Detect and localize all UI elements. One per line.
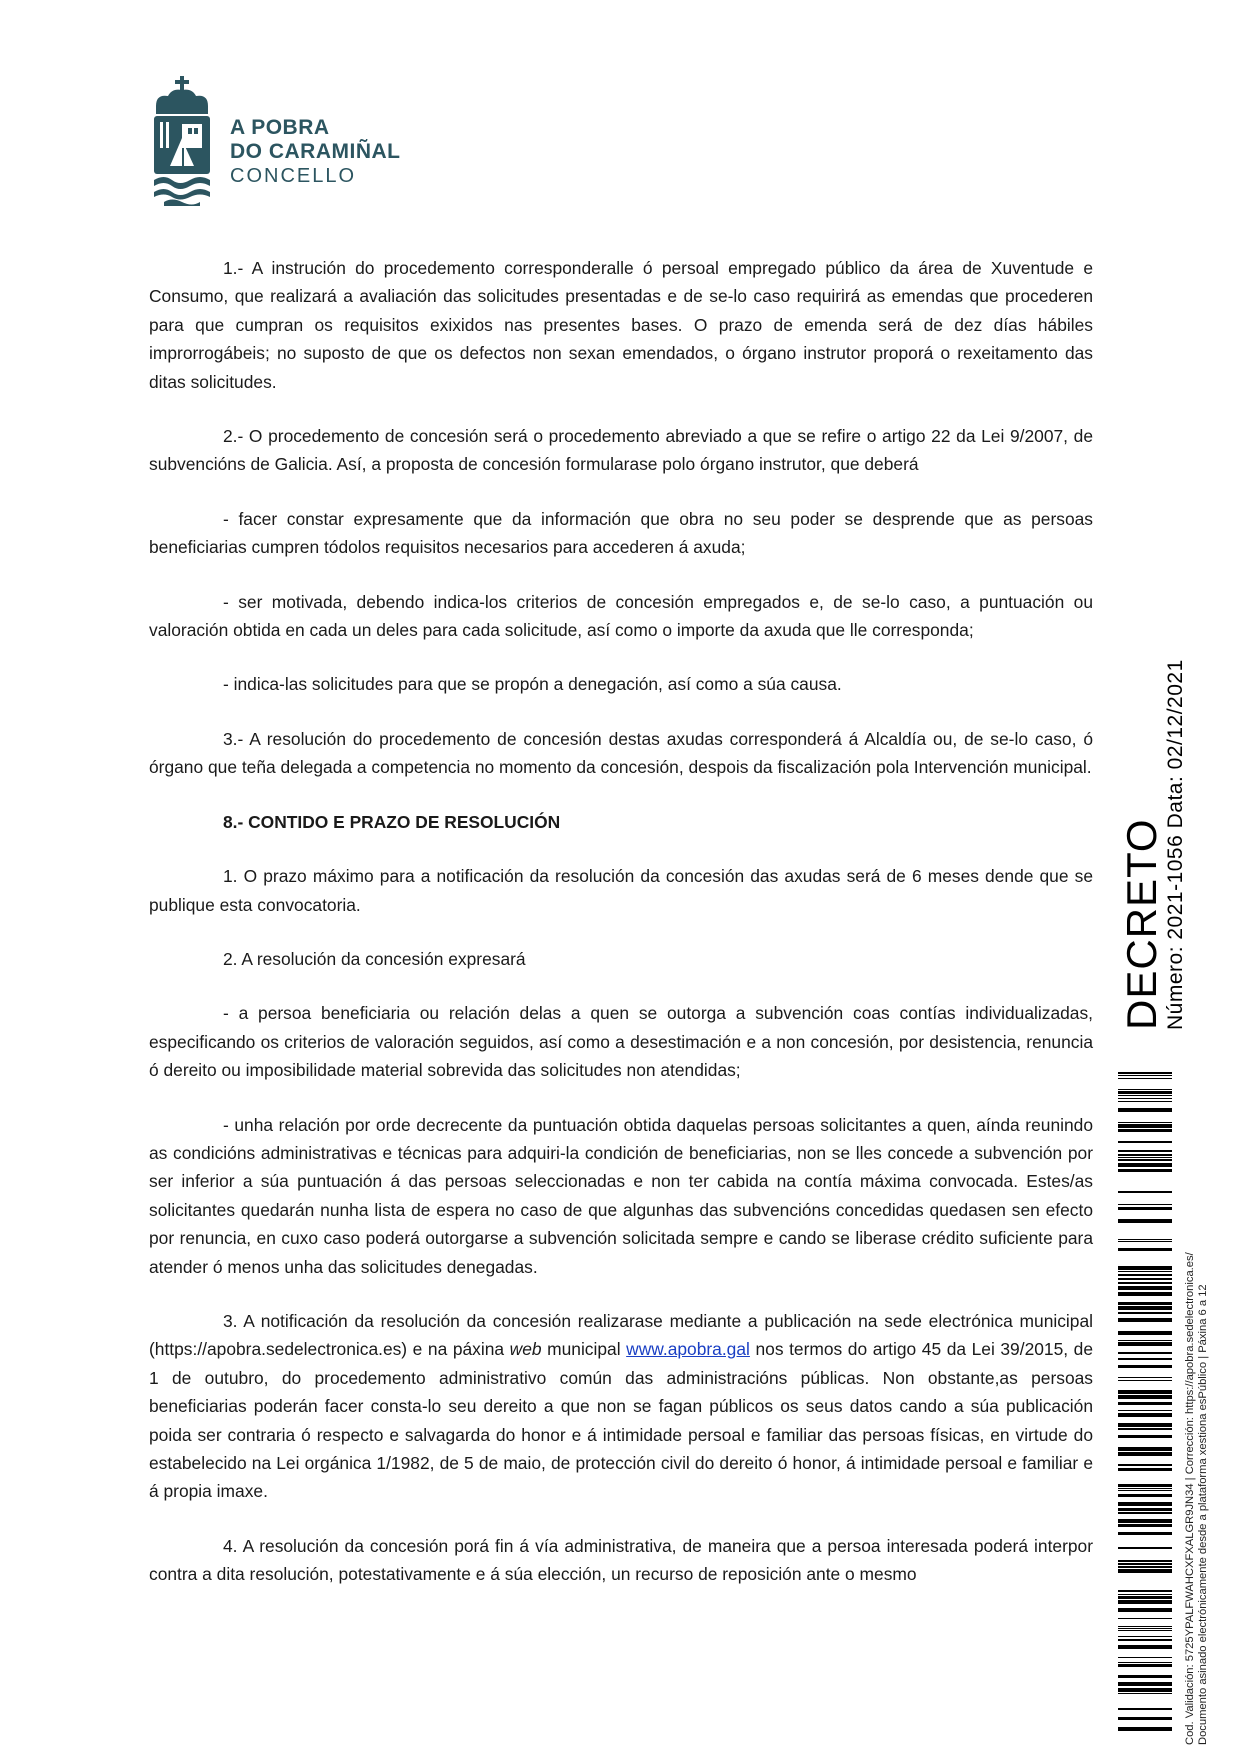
- barcode-bar: [1118, 1302, 1172, 1305]
- paragraph-12: 4. A resolución da concesión porá fin á vía administrativa, de maneira que a persoa interesada poderá interpor contra a dita resolución, potestativamente e á súa elección, un recurso de reposición ante o mesmo: [149, 1535, 1093, 1585]
- paragraph-11-text-a: 3. A notificación da resolución da concesión realizarase mediante a publicación na sede electrónica municipal (https://apobra.sedelectronica.es) e na páxina: [149, 1310, 1093, 1360]
- barcode-bar: [1118, 1124, 1172, 1128]
- validation-barcode: [1118, 1072, 1172, 1732]
- barcode-bar: [1118, 1675, 1172, 1678]
- validation-text: [1184, 1252, 1210, 1745]
- barcode-bar: [1118, 1239, 1172, 1240]
- paragraph-8: 2. A resolución da concesión expresará: [223, 948, 526, 969]
- paragraph-5: - indica-las solicitudes para que se propón a denegación, así como a súa causa.: [223, 674, 842, 695]
- barcode-bar: [1118, 1204, 1172, 1205]
- barcode-bar: [1118, 1095, 1172, 1096]
- barcode-bar: [1118, 1630, 1172, 1631]
- barcode-bar: [1118, 1278, 1172, 1280]
- barcode-bar: [1118, 1129, 1172, 1132]
- barcode-bar: [1118, 1282, 1172, 1284]
- barcode-bar: [1118, 1157, 1172, 1158]
- barcode-bar: [1118, 1717, 1172, 1720]
- logo-line-2: DO CARAMIÑAL: [230, 140, 401, 163]
- logo-line-3: CONCELLO: [230, 165, 357, 187]
- barcode-bar: [1118, 1154, 1172, 1156]
- barcode-bar: [1118, 1292, 1172, 1296]
- barcode-bar: [1118, 1452, 1172, 1456]
- paragraph-11-text-c: nos termos do artigo 45 da Lei 39/2015, de 1 de outubro, do procedemento administrativo común das administracións públicas. Non obstante,as persoas beneficiarias poderán facer consta-lo seu dereito a que non se fagan públicos os seus datos cando a súa publicación poida ser contraria ó respecto e salvagarda do honor e á intimidade persoal e familiar das persoas físicas, en virtude do estabelecido na Lei orgánica 1/1982, de 5 de maio, de protección civil do dereito ó honor, á intimidade persoal e familiar e á propia imaxe.: [149, 1339, 1093, 1502]
- coat-of-arms-icon: [150, 76, 214, 206]
- barcode-bar: [1118, 1169, 1172, 1172]
- paragraph-2: 2.- O procedemento de concesión será o procedemento abreviado a que se refire o artigo 22 da Lei 9/2007, de subvencións de Galicia. Así, a proposta de concesión formularase polo órgano instrutor, que deberá: [149, 426, 1093, 475]
- logo-wordmark: [230, 116, 400, 188]
- paragraph-11: [149, 1307, 1093, 1506]
- barcode-bar: [1118, 1101, 1172, 1102]
- logo-line-1: A POBRA: [230, 116, 330, 139]
- barcode-bar: [1118, 1524, 1172, 1527]
- barcode-bar: [1118, 1636, 1172, 1637]
- barcode-bar: [1118, 1468, 1172, 1471]
- paragraph-11-web: web: [509, 1339, 542, 1360]
- barcode-bar: [1118, 1380, 1172, 1381]
- validation-line-2: Documento asinado electrónicamente desde a plataforma xestiona esPúblico | Páxina 6 a 12: [1197, 1284, 1209, 1745]
- paragraph-3: - facer constar expresamente que da información que obra no seu poder se desprende que as persoas beneficiarias cumpren tódolos requisitos necesarios para accederen á axuda;: [149, 508, 1093, 558]
- barcode-bar: [1118, 1645, 1172, 1649]
- barcode-bar: [1118, 1358, 1172, 1360]
- barcode-bar: [1118, 1219, 1172, 1223]
- barcode-bar: [1118, 1159, 1172, 1161]
- barcode-bar: [1118, 1075, 1172, 1076]
- barcode-bar: [1118, 1566, 1172, 1568]
- barcode-bar: [1118, 1569, 1172, 1573]
- barcode-bar: [1118, 1590, 1172, 1592]
- barcode-bar: [1118, 1608, 1172, 1612]
- barcode-bar: [1118, 1484, 1172, 1487]
- barcode-bar: [1118, 1098, 1172, 1099]
- barcode-bar: [1118, 1413, 1172, 1417]
- barcode-bar: [1118, 1596, 1172, 1599]
- barcode-bar: [1118, 1365, 1172, 1368]
- barcode-bar: [1118, 1108, 1172, 1112]
- barcode-bar: [1118, 1340, 1172, 1341]
- barcode-bar: [1118, 1532, 1172, 1535]
- barcode-bar: [1118, 1423, 1172, 1427]
- barcode-bar: [1118, 1618, 1172, 1619]
- barcode-bar: [1118, 1331, 1172, 1335]
- barcode-bar: [1118, 1727, 1172, 1731]
- barcode-bar: [1118, 1560, 1172, 1562]
- barcode-bar: [1118, 1657, 1172, 1658]
- barcode-bar: [1118, 1435, 1172, 1438]
- barcode-bar: [1118, 1141, 1172, 1143]
- barcode-bar: [1118, 1519, 1172, 1523]
- barcode-bar: [1118, 1191, 1172, 1193]
- decree-number-date: Número: 2021-1056 Data: 02/12/2021: [1164, 659, 1187, 1030]
- barcode-bar: [1118, 1078, 1172, 1079]
- signature-sidebar: [1118, 659, 1238, 1750]
- section-heading: 8.- CONTIDO E PRAZO DE RESOLUCIÓN: [223, 811, 561, 832]
- barcode-bar: [1118, 1688, 1172, 1692]
- barcode-bar: [1118, 1248, 1172, 1251]
- barcode-bar: [1118, 1266, 1172, 1270]
- barcode-bar: [1118, 1089, 1172, 1090]
- barcode-bar: [1118, 1207, 1172, 1210]
- barcode-bar: [1118, 1410, 1172, 1411]
- barcode-bar: [1118, 1428, 1172, 1430]
- barcode-bar: [1118, 1626, 1172, 1627]
- barcode-bar: [1118, 1693, 1172, 1694]
- paragraph-4: - ser motivada, debendo indica-los criterios de concesión empregados e, de se-lo caso, a puntuación ou valoración obtida en cada un deles para cada solicitude, así como o importe da axuda que lle corresponda;: [149, 591, 1093, 641]
- barcode-bar: [1118, 1390, 1172, 1394]
- barcode-bar: [1118, 1342, 1172, 1346]
- barcode-bar: [1118, 1600, 1172, 1604]
- paragraph-6: 3.- A resolución do procedemento de concesión destas axudas corresponderá á Alcaldía ou, de se-lo caso, ó órgano que teña delegada a competencia no momento da concesión, despois da fiscalización pola Intervención municipal.: [149, 728, 1093, 778]
- barcode-bar: [1118, 1508, 1172, 1511]
- barcode-bar: [1118, 1377, 1172, 1378]
- barcode-bar: [1118, 1488, 1172, 1489]
- barcode-bar: [1118, 1464, 1172, 1466]
- barcode-bar: [1118, 1682, 1172, 1686]
- barcode-bar: [1118, 1271, 1172, 1272]
- barcode-bar: [1118, 1072, 1172, 1074]
- paragraph-1: 1.- A instrución do procedemento corresponderalle ó persoal empregado público da área de Xuventude e Consumo, que realizará a avaliación das solicitudes presentadas e de se-lo caso requirirá as emendas que procederen para que cumpran os requisitos exixidos nas presentes bases. O prazo de emenda será de dez días hábiles improrrogábeis; no suposto de que os defectos non sexan emendados, o órgano instrutor proporá o rexeitamento das ditas solicitudes.: [149, 258, 1093, 392]
- validation-line-1: Cod. Validación: 5725YPALFWAHCXFXALGR9JN34 | Corrección: https://apobra.sedelectronica.es/: [1184, 1252, 1196, 1745]
- barcode-bar: [1118, 1395, 1172, 1399]
- apobra-website-link[interactable]: www.apobra.gal: [626, 1339, 750, 1360]
- barcode-bar: [1118, 1241, 1172, 1242]
- barcode-bar: [1118, 1402, 1172, 1405]
- barcode-bar: [1118, 1352, 1172, 1354]
- paragraph-10: - unha relación por orde decrecente da puntuación obtida daquelas persoas solicitantes a quen, aínda reunindo as condicións administrativas e técnicas para adquiri-la condición de beneficiarias, non se lles concede a subvención por ser inferior a súa puntuación á das persoas seleccionadas e non ter cabida na contía máxima convocada. Estes/as solicitantes quedarán nunha lista de espera no caso de que algunhas das subvencións concedidas quedasen sen efecto por renuncia, en cuxo caso poderá outorgarse a subvención solicitada sempre e cando se liberase crédito suficiente para atender ó menos unha das solicitudes denegadas.: [149, 1114, 1093, 1277]
- concello-logo: [150, 76, 430, 206]
- decree-stamp: [1118, 659, 1218, 1030]
- barcode-bar: [1118, 1447, 1172, 1451]
- paragraph-7: 1. O prazo máximo para a notificación da resolución da concesión das axudas será de 6 meses dende que se publique esta convocatoria.: [149, 866, 1093, 915]
- barcode-bar: [1118, 1150, 1172, 1152]
- barcode-bar: [1118, 1502, 1172, 1506]
- barcode-bar: [1118, 1318, 1172, 1322]
- paragraph-9: - a persoa beneficiaria ou relación delas a quen se outorga a subvención coas contías individualizadas, especificando os criterios de valoración seguidos, así como a desestimación e a non concesión, por desistencia, renuncia ó dereito ou imposibilidade material sobrevida das solicitudes non atendidas;: [149, 1003, 1093, 1081]
- barcode-bar: [1118, 1494, 1172, 1497]
- barcode-bar: [1118, 1708, 1172, 1710]
- paragraph-11-text-b: municipal: [541, 1339, 627, 1360]
- barcode-bar: [1118, 1122, 1172, 1123]
- barcode-bar: [1118, 1639, 1172, 1641]
- barcode-bar: [1118, 1512, 1172, 1514]
- barcode-bar: [1118, 1091, 1172, 1094]
- barcode-bar: [1118, 1163, 1172, 1167]
- document-body: [149, 254, 1093, 1615]
- barcode-bar: [1118, 1312, 1172, 1314]
- barcode-bar: [1118, 1628, 1172, 1629]
- barcode-bar: [1118, 1547, 1172, 1549]
- barcode-bar: [1118, 1274, 1172, 1276]
- barcode-bar: [1118, 1594, 1172, 1595]
- barcode-bar: [1118, 1662, 1172, 1663]
- barcode-bar: [1118, 1563, 1172, 1565]
- barcode-bar: [1118, 1490, 1172, 1491]
- barcode-bar: [1118, 1306, 1172, 1310]
- decree-title: DECRETO: [1118, 818, 1165, 1030]
- barcode-bar: [1118, 1664, 1172, 1667]
- barcode-bar: [1118, 1286, 1172, 1290]
